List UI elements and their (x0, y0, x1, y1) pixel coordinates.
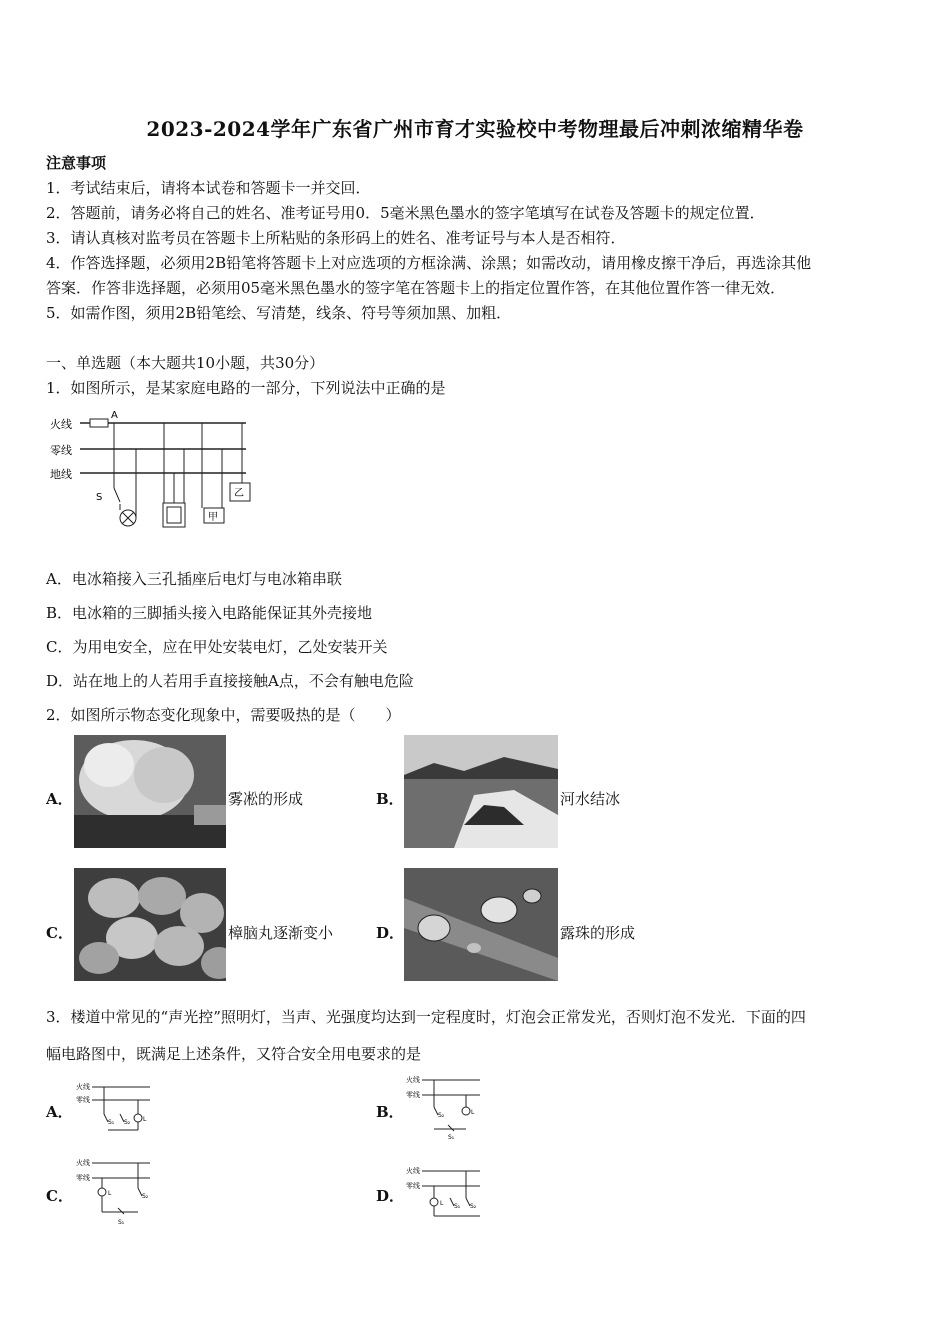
q2-option-c-label: C． (46, 924, 73, 942)
neutral-label: 零线 (76, 1174, 90, 1182)
live-label: 火线 (406, 1076, 420, 1084)
s2-label: S₂ (470, 1203, 477, 1210)
q3-circuit-c (74, 1156, 154, 1226)
q3-option-d-label: D． (376, 1187, 405, 1205)
question-2-stem: 2．如图所示物态变化现象中，需要吸热的是（ ） (46, 706, 401, 724)
q1-option-d: D．站在地上的人若用手直接接触A点，不会有触电危险 (46, 672, 414, 690)
q1-option-b: B．电冰箱的三脚插头接入电路能保证其外壳接地 (46, 604, 373, 622)
notice-item: 5．如需作图，须用2B铅笔绘、写清楚，线条、符号等须加黑、加粗． (46, 304, 512, 322)
rime-photo (74, 735, 226, 848)
neutral-wire-label: 零线 (50, 444, 72, 457)
q2-option-a-caption: 雾凇的形成 (228, 790, 304, 808)
q3-option-a-label: A． (46, 1103, 73, 1121)
notice-heading: 注意事项 (46, 154, 107, 172)
q3-circuit-a (74, 1080, 154, 1140)
lamp-label: L (471, 1109, 475, 1116)
box-jia-label: 甲 (208, 512, 218, 523)
s1-label: S₁ (448, 1134, 455, 1141)
s1-label: S₁ (108, 1119, 115, 1126)
question-1-stem: 1．如图所示，是某家庭电路的一部分，下列说法中正确的是 (46, 379, 446, 397)
section-heading: 一、单选题（本大题共10小题，共30分） (46, 354, 325, 372)
q3-circuit-b (404, 1073, 484, 1141)
q3-option-c-label: C． (46, 1187, 73, 1205)
notice-item: 2．答题前，请务必将自己的姓名、准考证号用0．5毫米黑色墨水的签字笔填写在试卷及答题卡的规定位置． (46, 204, 765, 222)
live-label: 火线 (76, 1159, 90, 1167)
question-3-stem-line2: 幅电路图中，既满足上述条件，又符合安全用电要求的是 (46, 1045, 422, 1063)
lamp-label: L (143, 1116, 147, 1123)
dew-drops-photo (404, 868, 558, 981)
q2-option-c-caption: 樟脑丸逐渐变小 (228, 924, 334, 942)
household-circuit-figure (46, 408, 256, 533)
point-a-label: A (111, 410, 118, 421)
q2-option-d-label: D． (376, 924, 405, 942)
live-wire-label: 火线 (50, 418, 72, 431)
page-title: 2023-2024学年广东省广州市育才实验校中考物理最后冲刺浓缩精华卷 (146, 117, 804, 141)
neutral-label: 零线 (406, 1091, 420, 1099)
question-3-stem-line1: 3．楼道中常见的“声光控”照明灯，当声、光强度均达到一定程度时，灯泡会正常发光，否则灯泡不发光．下面的四 (46, 1008, 806, 1026)
lamp-label: L (440, 1200, 444, 1207)
notice-item: 答案．作答非选择题，必须用05毫米黑色墨水的签字笔在答题卡上的指定位置作答，在其他位置作答一律无效． (46, 279, 786, 297)
q2-option-d-caption: 露珠的形成 (560, 924, 636, 942)
q2-option-b-caption: 河水结冰 (560, 790, 621, 808)
box-yi-label: 乙 (234, 488, 244, 499)
switch-s-label: S (96, 492, 103, 503)
q1-option-c: C．为用电安全，应在甲处安装电灯，乙处安装开关 (46, 638, 388, 656)
s1-label: S₁ (118, 1219, 125, 1226)
q1-option-a: A．电冰箱接入三孔插座后电灯与电冰箱串联 (46, 570, 342, 588)
notice-item: 4．作答选择题，必须用2B铅笔将答题卡上对应选项的方框涂满、涂黑；如需改动，请用橡皮擦干净后，再选涂其他 (46, 254, 812, 272)
ground-wire-label: 地线 (50, 468, 72, 481)
q2-option-b-label: B． (376, 790, 404, 808)
q3-circuit-d (404, 1164, 484, 1224)
notice-item: 3．请认真核对监考员在答题卡上所粘贴的条形码上的姓名、准考证号与本人是否相符． (46, 229, 626, 247)
s2-label: S₂ (438, 1112, 445, 1119)
s2-label: S₂ (142, 1193, 149, 1200)
neutral-label: 零线 (406, 1182, 420, 1190)
notice-item: 1．考试结束后，请将本试卷和答题卡一并交回． (46, 179, 371, 197)
live-label: 火线 (406, 1167, 420, 1175)
lamp-label: L (108, 1190, 112, 1197)
river-freezing-photo (404, 735, 558, 848)
s1-label: S₁ (454, 1203, 461, 1210)
s2-label: S₂ (124, 1119, 131, 1126)
mothballs-photo (74, 868, 226, 981)
q2-option-a-label: A． (46, 790, 73, 808)
live-label: 火线 (76, 1083, 90, 1091)
q3-option-b-label: B． (376, 1103, 404, 1121)
neutral-label: 零线 (76, 1096, 90, 1104)
